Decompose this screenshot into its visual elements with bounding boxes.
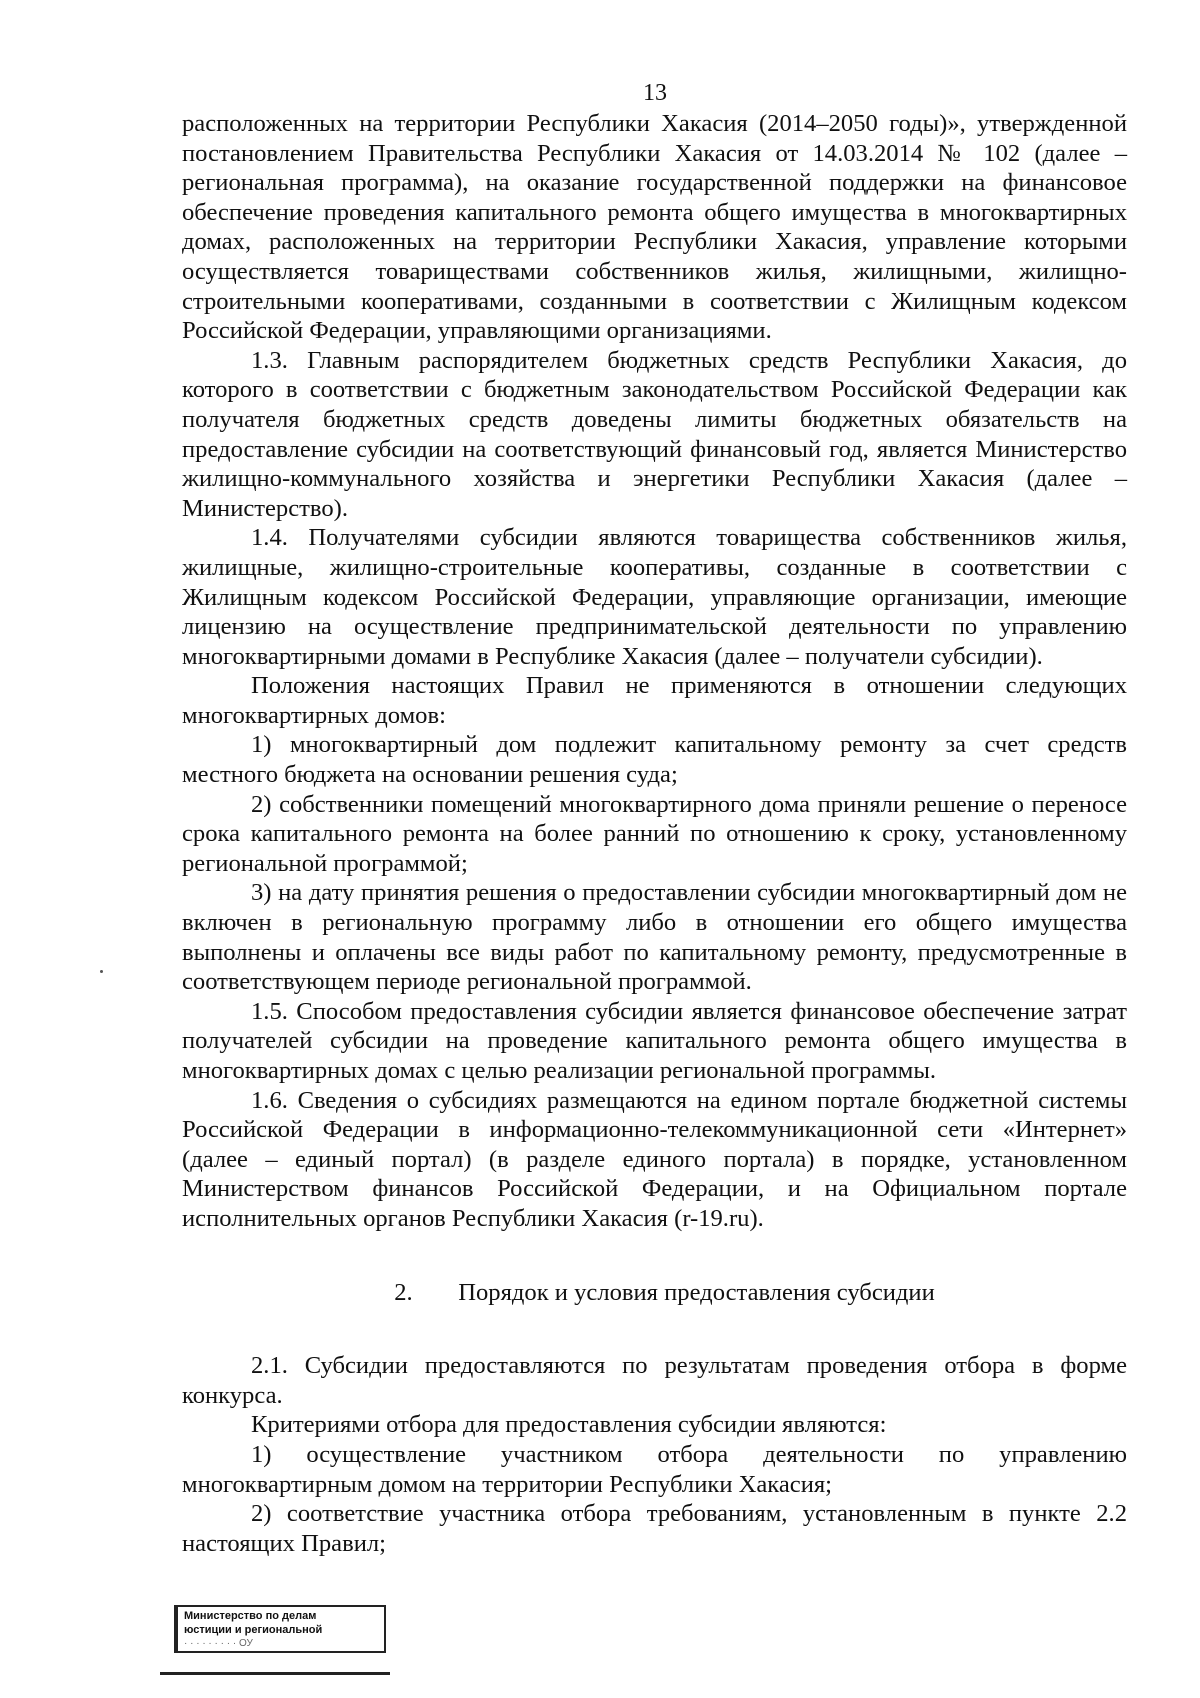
paragraph-1-6: 1.6. Сведения о субсидиях размещаются на едином портале бюджетной системы Российской Федерации в информационно-телекоммуникационной сети «Интернет» (далее – единый портал) (в разделе единого портала) в порядке, установленном Министерством финансов Российской Федерации, и на Официальном портале исполнительных органов Республики Хакасия (r-19.ru). xyxy=(182,1086,1127,1232)
paragraph-1-3: 1.3. Главным распорядителем бюджетных средств Республики Хакасия, до которого в соответствии с бюджетным законодательством Российской Федерации как получателя бюджетных средств доведены лимиты бюджетных обязательств на предоставление субсидии на соответствующий финансовый год, является Министерство жилищно-коммунального хозяйства и энергетики Республики Хакасия (далее – Министерство). xyxy=(182,346,1127,522)
paragraph-exclusions-intro: Положения настоящих Правил не применяются в отношении следующих многоквартирных домов: xyxy=(182,672,1127,729)
registration-stamp xyxy=(174,1605,386,1653)
list-item-exclusion-3: 3) на дату принятия решения о предоставлении субсидии многоквартирный дом не включен в региональную программу либо в отношении его общего имущества выполнены и оплачены все виды работ по капитальному ремонту, предусмотренные в соответствующем периоде региональной программой. xyxy=(182,879,1127,996)
paragraph-criteria-intro: Критериями отбора для предоставления субсидии являются: xyxy=(251,1411,887,1439)
list-item-criterion-1: 1) осуществление участником отбора деятельности по управлению многоквартирным домом на территории Республики Хакасия; xyxy=(182,1440,1127,1498)
stamp-line-2: юстиции и региональной xyxy=(184,1624,323,1636)
paragraph-2-1: 2.1. Субсидии предоставляются по результатам проведения отбора в форме конкурса. xyxy=(182,1352,1127,1409)
page-number: 13 xyxy=(643,80,667,106)
stamp-line-3: · · · · · · · · · ОУ xyxy=(184,1638,253,1649)
section-number: 2. xyxy=(394,1278,413,1306)
list-item-criterion-2: 2) соответствие участника отбора требованиям, установленным в пункте 2.2 настоящих Правил; xyxy=(182,1500,1127,1557)
paragraph-1-5: 1.5. Способом предоставления субсидии является финансовое обеспечение затрат получателей субсидии на проведение капитального ремонта общего имущества в многоквартирных домах с целью реализации региональной программы. xyxy=(182,997,1127,1084)
paragraph-continuation: расположенных на территории Республики Хакасия (2014–2050 годы)», утвержденной постановлением Правительства Республики Хакасия от 14.03.2014 № 102 (далее – региональная программа), на оказание государственной поддержки на финансовое обеспечение проведения капитального ремонта общего имущества в многоквартирных домах, расположенных на территории Республики Хакасия, управление которыми осуществляется товариществами собственников жилья, жилищными, жилищно-строительными кооперативами, созданными в соответствии с Жилищным кодексом Российской Федерации, управляющими организациями. xyxy=(182,110,1127,345)
paragraph-1-4: 1.4. Получателями субсидии являются товарищества собственников жилья, жилищные, жилищно-строительные кооперативы, созданные в соответствии с Жилищным кодексом Российской Федерации, управляющие организации, имеющие лицензию на осуществление предпринимательской деятельности по управлению многоквартирными домами в Республике Хакасия (далее – получатели субсидии). xyxy=(182,524,1127,670)
stamp-underline xyxy=(160,1672,390,1675)
scan-speck xyxy=(100,970,103,973)
document-body xyxy=(182,109,1127,1558)
list-item-exclusion-2: 2) собственники помещений многоквартирного дома приняли решение о переносе срока капитального ремонта на более ранний по отношению к сроку, установленному региональной программой; xyxy=(182,790,1127,877)
section-title: Порядок и условия предоставления субсидии xyxy=(458,1278,935,1306)
stamp-line-1: Министерство по делам xyxy=(184,1610,317,1622)
section-heading xyxy=(182,1278,1127,1308)
list-item-exclusion-1: 1) многоквартирный дом подлежит капитальному ремонту за счет средств местного бюджета на основании решения суда; xyxy=(182,731,1127,789)
